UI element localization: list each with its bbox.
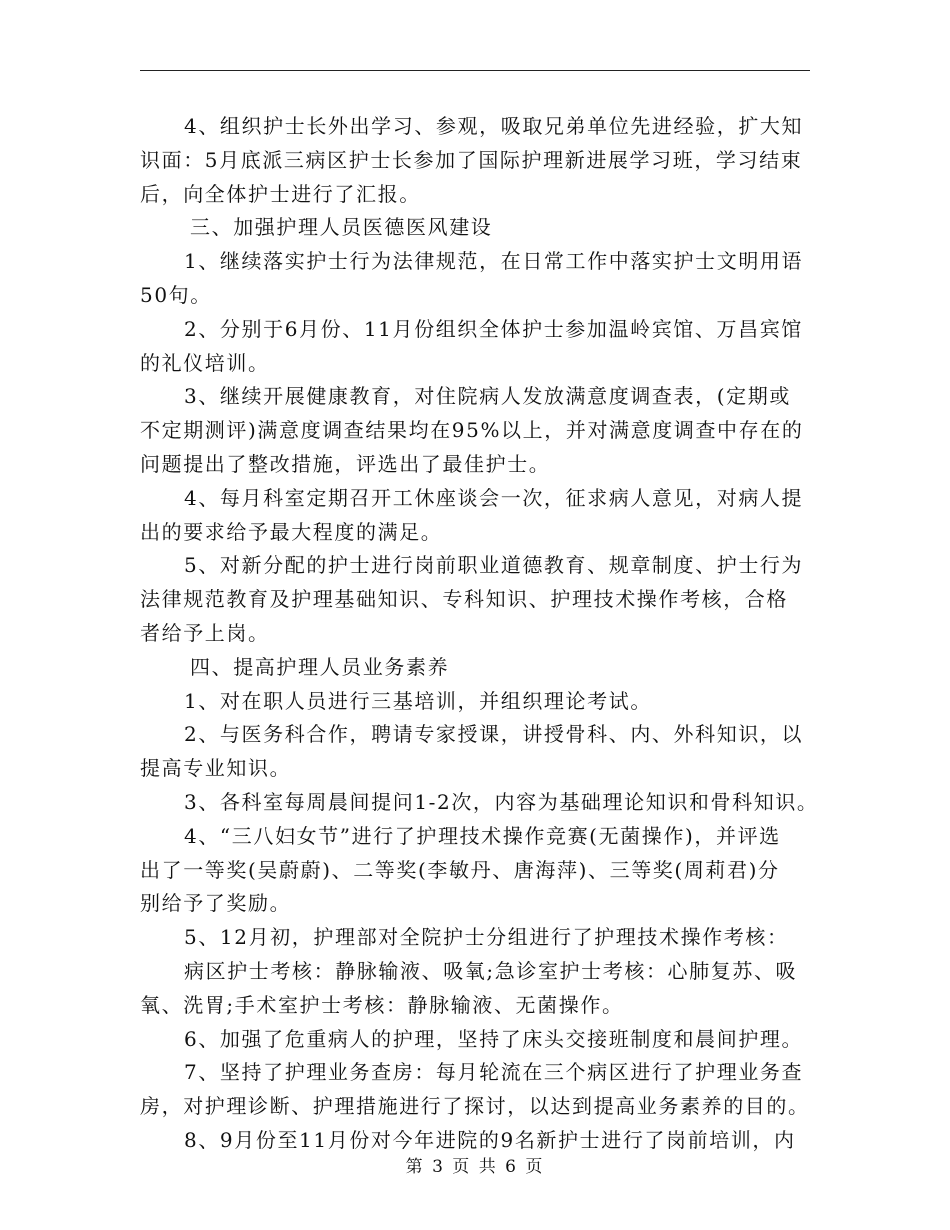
text-line: 者给予上岗。	[140, 620, 270, 645]
text-line: 病区护士考核：静脉输液、吸氧;急诊室护士考核：心肺复苏、吸	[184, 958, 798, 983]
text-line: 四、提高护理人员业务素养	[190, 654, 450, 679]
text-line: 识面：5月底派三病区护士长参加了国际护理新进展学习班，学习结束	[140, 147, 803, 172]
header-rule	[140, 70, 810, 71]
page-number: 第 3 页 共 6 页	[405, 1157, 545, 1177]
text-line: 5、12月初，护理部对全院护士分组进行了护理技术操作考核：	[184, 925, 789, 950]
text-line: 1、继续落实护士行为法律规范，在日常工作中落实护士文明用语	[184, 249, 804, 274]
text-line: 5、对新分配的护士进行岗前职业道德教育、规章制度、护士行为	[184, 553, 804, 578]
text-line: 出了一等奖(吴蔚蔚)、二等奖(李敏丹、唐海萍)、三等奖(周莉君)分	[140, 857, 780, 882]
text-line: 6、加强了危重病人的护理，坚持了床头交接班制度和晨间护理。	[184, 1026, 804, 1051]
text-line: 8、9月份至11月份对今年进院的9名新护士进行了岗前培训，内	[184, 1127, 796, 1152]
text-line: 氧、洗胃;手术室护士考核：静脉输液、无菌操作。	[140, 992, 624, 1017]
text-line: 不定期测评)满意度调查结果均在95%以上，并对满意度调查中存在的	[140, 418, 804, 443]
text-line: 7、坚持了护理业务查房：每月轮流在三个病区进行了护理业务查	[184, 1060, 804, 1085]
text-line: 4、每月科室定期召开工休座谈会一次，征求病人意见，对病人提	[184, 485, 804, 510]
text-line: 后，向全体护士进行了汇报。	[140, 181, 421, 206]
text-line: 法律规范教育及护理基础知识、专科知识、护理技术操作考核，合格	[140, 587, 788, 612]
text-line: 别给予了奖励。	[140, 891, 292, 916]
text-line: 3、继续开展健康教育，对住院病人发放满意度调查表，(定期或	[184, 384, 791, 409]
text-line: 三、加强护理人员医德医风建设	[190, 215, 493, 240]
text-line: 1、对在职人员进行三基培训，并组织理论考试。	[184, 688, 652, 713]
text-line: 3、各科室每周晨间提问1-2次，内容为基础理论知识和骨科知识。	[184, 789, 819, 814]
text-line: 问题提出了整改措施，评选出了最佳护士。	[140, 451, 551, 476]
text-line: 2、与医务科合作，聘请专家授课，讲授骨科、内、外科知识，以	[184, 722, 804, 747]
text-line: 4、“三八妇女节”进行了护理技术操作竞赛(无菌操作)，并评选	[184, 823, 781, 848]
document-body	[140, 110, 819, 1158]
text-line: 50句。	[140, 282, 212, 307]
text-line: 4、组织护士长外出学习、参观，吸取兄弟单位先进经验，扩大知	[184, 114, 804, 138]
text-line: 的礼仪培训。	[140, 350, 270, 375]
text-line: 出的要求给予最大程度的满足。	[140, 519, 443, 544]
text-line: 房，对护理诊断、护理措施进行了探讨，以达到提高业务素养的目的。	[140, 1094, 810, 1119]
text-line: 提高专业知识。	[140, 756, 292, 781]
text-line: 2、分别于6月份、11月份组织全体护士参加温岭宾馆、万昌宾馆	[184, 316, 803, 341]
